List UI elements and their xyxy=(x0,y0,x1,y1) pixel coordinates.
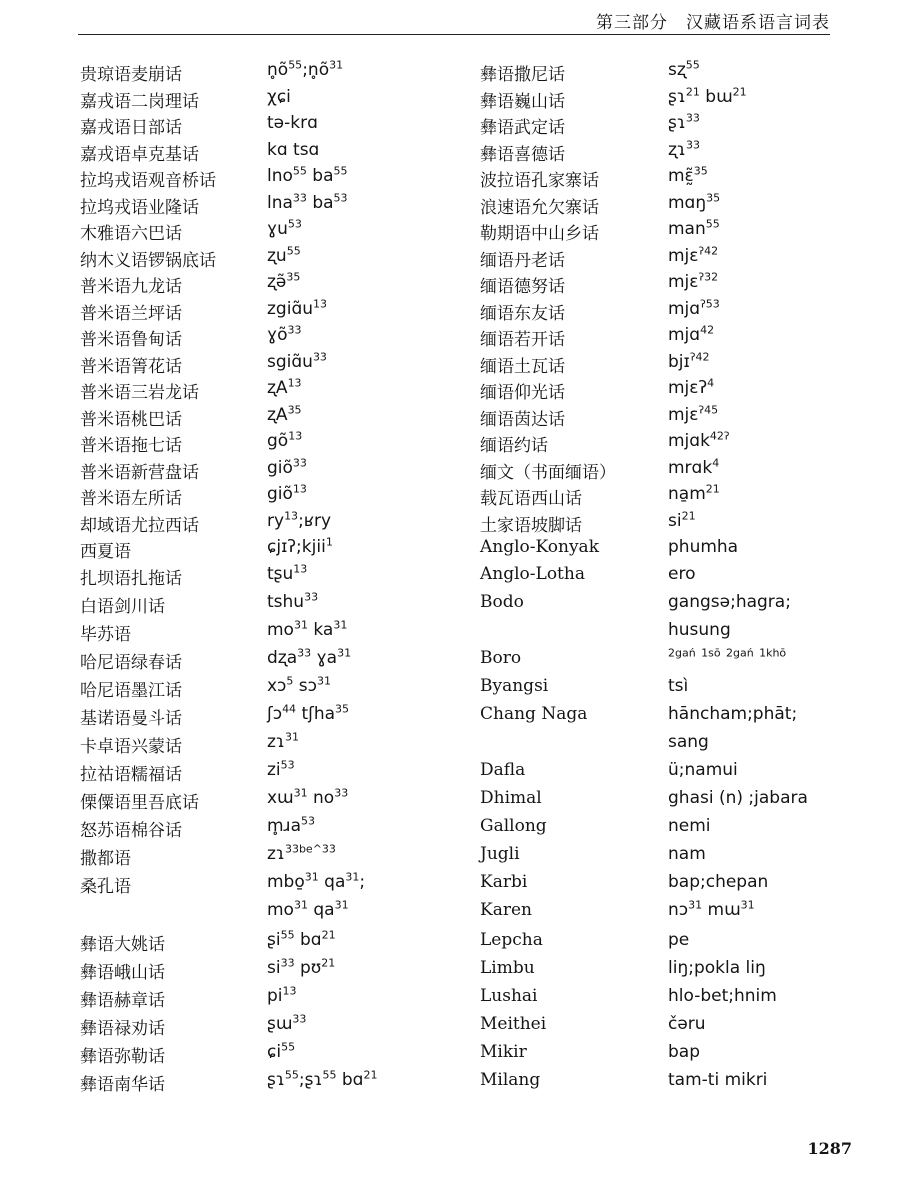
word-form: bap;chepan xyxy=(668,871,769,892)
word-form: mrɑk$^4$ xyxy=(668,455,720,478)
word-form: mjɛ$^{ʔ32}$ xyxy=(668,270,719,292)
language-name: 普米语新营盘话 xyxy=(80,462,199,483)
language-name: 木雅语六巴话 xyxy=(80,224,182,244)
table-row xyxy=(80,927,475,958)
table-row xyxy=(80,166,475,193)
table-row xyxy=(480,484,860,511)
language-name: 普米语兰坪话 xyxy=(80,303,182,324)
table-row xyxy=(480,844,860,872)
table-row xyxy=(480,537,860,564)
language-name: 普米语三岩龙话 xyxy=(80,383,199,403)
language-name: 普米语九龙话 xyxy=(80,277,182,297)
word-form: tam-ti mikri xyxy=(668,1069,768,1090)
language-name: 彝语弥勒话 xyxy=(80,1046,165,1067)
table-row xyxy=(480,455,860,485)
language-name: 普米语桃巴话 xyxy=(80,409,182,430)
language-name: 西夏语 xyxy=(80,542,131,562)
table-row xyxy=(480,378,860,405)
table-row xyxy=(80,190,475,220)
table-row xyxy=(80,841,475,872)
word-form: nemi xyxy=(668,815,711,836)
table-row xyxy=(480,958,860,986)
language-name: Karen xyxy=(480,899,532,920)
language-name: Anglo-Lotha xyxy=(480,563,585,584)
table-row xyxy=(80,701,475,732)
table-row xyxy=(80,325,475,352)
language-name: 缅语东友话 xyxy=(480,303,565,324)
word-form: mjɛʔ$^4$ xyxy=(668,376,715,398)
table-row xyxy=(80,869,475,900)
table-row xyxy=(80,296,475,326)
table-row xyxy=(80,60,475,87)
language-name: 嘉戎语卓克基话 xyxy=(80,144,199,165)
language-name: 嘉戎语日部话 xyxy=(80,118,182,138)
table-row xyxy=(480,1042,860,1070)
language-name: Bodo xyxy=(480,591,524,612)
language-name: 彝语大姚话 xyxy=(80,934,165,955)
word-form: ɣõ$^{33}$ xyxy=(267,323,302,345)
word-form: nam xyxy=(668,843,706,864)
word-form: ʐA$^{13}$ xyxy=(267,376,302,398)
table-row xyxy=(480,816,860,844)
table-row xyxy=(80,484,475,511)
language-name: 缅语仰光话 xyxy=(480,383,565,403)
table-row xyxy=(80,1067,475,1098)
word-form: mbo̱$^{31}$ $qa^{31}$; xyxy=(267,869,366,892)
language-name: 缅文（书面缅语） xyxy=(480,462,616,483)
language-name: 彝语禄劝话 xyxy=(80,1018,165,1039)
word-form: $ry^{13};ʁry$ xyxy=(267,508,332,531)
word-form: mɑŋ$^{35}$ xyxy=(668,190,721,213)
word-form: ʂɯ$^{33}$ xyxy=(267,1011,307,1034)
word-form: $n̥õ^{55};n̥õ^{31}$ xyxy=(267,58,344,80)
language-name: Byangsi xyxy=(480,675,549,696)
word-form: ü;namui xyxy=(668,759,738,780)
word-form: ʐə̃$^{35}$ xyxy=(267,270,301,292)
word-form: hlo-bet;hnim xyxy=(668,985,777,1006)
language-name: 彝语峨山话 xyxy=(80,962,165,983)
header-title: 第三部分 汉藏语系语言词表 xyxy=(596,13,830,33)
table-row xyxy=(80,272,475,299)
word-form: mɛ̰̃$^{35}$ xyxy=(668,164,708,186)
table-row xyxy=(480,732,860,760)
word-form: xɯ$^{31}$ $no^{33}$ xyxy=(267,785,349,808)
table-row xyxy=(80,87,475,114)
language-name: 波拉语孔家寨话 xyxy=(480,171,599,191)
table-row xyxy=(480,84,860,114)
table-row xyxy=(80,431,475,458)
table-row xyxy=(80,1039,475,1070)
table-row xyxy=(480,930,860,958)
table-row xyxy=(480,508,860,538)
language-name: 撒都语 xyxy=(80,848,131,869)
table-row xyxy=(480,1070,860,1098)
word-form: lno$^{55}$ $ba^{55}$ xyxy=(267,164,348,186)
table-row xyxy=(80,757,475,788)
table-row xyxy=(80,243,475,273)
word-form: tshu$^{33}$ xyxy=(267,589,319,612)
word-form: dʐa$^{33}$ ɣa$^{31}$ xyxy=(267,645,352,668)
language-name: 普米语箐花话 xyxy=(80,356,182,377)
table-row xyxy=(480,325,860,352)
word-form: sang xyxy=(668,731,709,752)
word-form: mjɑk$^{42ʔ}$ xyxy=(668,429,730,451)
table-row xyxy=(80,955,475,986)
word-form: ʐA$^{35}$ xyxy=(267,402,302,425)
left-column xyxy=(80,60,475,1098)
language-name: 彝语赫章话 xyxy=(80,990,165,1011)
language-name: 缅语约话 xyxy=(480,436,548,456)
word-form: $gõ^{13}$ xyxy=(267,429,303,451)
language-name: 桑孔语 xyxy=(80,876,131,897)
language-name: 拉坞戎语观音桥话 xyxy=(80,171,216,191)
table-row xyxy=(480,645,860,676)
word-form: ghasi (n) ;jabara xyxy=(668,787,808,808)
language-name: Karbi xyxy=(480,871,528,892)
language-name: 浪速语允欠寨话 xyxy=(480,197,599,218)
word-form: ʂɿ$^{33}$ xyxy=(668,111,700,133)
word-form: m̥ɹa$^{53}$ xyxy=(267,813,316,836)
word-form: $zi^{53}$ xyxy=(267,757,295,780)
word-form: zɿ$^{33be\^{}33}$ xyxy=(267,841,336,864)
language-name: 彝语武定话 xyxy=(480,118,565,138)
table-row xyxy=(80,537,475,564)
word-form: tə-krɑ xyxy=(267,113,318,133)
word-form: $si^{33}$ pʊ$^{21}$ xyxy=(267,955,336,978)
table-row xyxy=(480,897,860,930)
language-name: Meithei xyxy=(480,1013,547,1034)
language-name: 彝语巍山话 xyxy=(480,91,565,112)
word-form: pe xyxy=(668,929,690,950)
word-form: zɿ$^{31}$ xyxy=(267,729,299,752)
table-row xyxy=(480,760,860,788)
word-form: man$^{55}$ xyxy=(668,217,720,239)
language-name: 纳木义语锣锅底话 xyxy=(80,250,216,271)
table-row xyxy=(480,704,860,732)
language-name: 傈僳语里吾底话 xyxy=(80,792,199,813)
word-form: ʃɔ$^{44}$ tʃha$^{35}$ xyxy=(267,701,350,724)
language-name: 缅语德努话 xyxy=(480,277,565,297)
table-row xyxy=(480,296,860,326)
table-row xyxy=(480,219,860,246)
language-name: 普米语拖七话 xyxy=(80,436,182,456)
table-row xyxy=(480,166,860,193)
table-row xyxy=(80,378,475,405)
word-form: tʂu$^{13}$ xyxy=(267,561,308,584)
table-row xyxy=(480,349,860,379)
language-name: Anglo-Konyak xyxy=(480,537,599,557)
table-row xyxy=(480,60,860,87)
table-row xyxy=(80,785,475,816)
language-name: 彝语撒尼话 xyxy=(480,65,565,85)
word-form: bap xyxy=(668,1041,700,1062)
language-name: 毕苏语 xyxy=(80,624,131,645)
table-row xyxy=(480,113,860,140)
word-form: lna$^{33}$ $ba^{53}$ xyxy=(267,190,348,213)
language-name: 彝语南华话 xyxy=(80,1074,165,1095)
language-name: 卡卓语兴蒙话 xyxy=(80,736,182,757)
table-row xyxy=(480,402,860,432)
table-row xyxy=(480,676,860,704)
table-row xyxy=(480,272,860,299)
language-name: Chang Naga xyxy=(480,703,588,724)
table-row xyxy=(480,431,860,458)
language-name: Gallong xyxy=(480,815,547,836)
table-row xyxy=(80,617,475,648)
language-name: Jugli xyxy=(480,843,520,864)
language-name: 拉坞戎语业隆话 xyxy=(80,197,199,218)
word-form: mjɑ$^{42}$ xyxy=(668,323,715,345)
language-name: 缅语丹老话 xyxy=(480,250,565,271)
language-name: 载瓦语西山话 xyxy=(480,489,582,509)
right-column xyxy=(480,60,860,1098)
word-form: gangsə;hagra; xyxy=(668,591,791,612)
word-form: $zgiɑ̃u^{13}$ xyxy=(267,296,328,319)
language-name: 彝语喜德话 xyxy=(480,144,565,165)
language-name: Dafla xyxy=(480,759,526,780)
table-row xyxy=(80,402,475,432)
language-name: 土家语坡脚话 xyxy=(480,515,582,536)
word-form: ʂɿ$^{21}$ bɯ$^{21}$ xyxy=(668,84,747,107)
table-row xyxy=(480,564,860,592)
language-name: 怒苏语棉谷话 xyxy=(80,820,182,841)
word-form: mjɑ$^{ʔ53}$ xyxy=(668,296,720,319)
word-form: nɔ$^{31}$ mɯ$^{31}$ xyxy=(668,897,755,920)
language-name: Mikir xyxy=(480,1041,527,1062)
language-name: 哈尼语绿春话 xyxy=(80,652,182,673)
word-form: ʂɿ$^{55}$;ʂɿ$^{55}$ bɑ$^{21}$ xyxy=(267,1067,378,1090)
table-row xyxy=(80,455,475,485)
table-row xyxy=(80,113,475,140)
running-header xyxy=(78,0,830,38)
word-form: sʐ$^{55}$ xyxy=(668,58,700,80)
language-name: 哈尼语墨江话 xyxy=(80,680,182,701)
word-form: kɑ tsɑ xyxy=(267,139,320,160)
table-row xyxy=(480,243,860,273)
word-form: ɕjɪʔ;kjii$^1$ xyxy=(267,535,333,557)
word-form: $na̱m^{21}$ xyxy=(668,482,720,504)
language-name: Dhimal xyxy=(480,787,542,808)
language-name: 勒期语中山乡话 xyxy=(480,224,599,244)
header-rule xyxy=(78,34,830,35)
language-name: 普米语鲁甸话 xyxy=(80,330,182,350)
table-row xyxy=(480,190,860,220)
language-name: 普米语左所话 xyxy=(80,489,182,509)
table-row xyxy=(80,1011,475,1042)
table-row xyxy=(80,813,475,844)
language-name: 缅语茵达话 xyxy=(480,409,565,430)
language-name: 拉祜语糯福话 xyxy=(80,764,182,785)
table-row xyxy=(480,788,860,816)
language-name: 白语剑川话 xyxy=(80,596,165,617)
language-name: 缅语若开话 xyxy=(480,330,565,350)
word-form: $si^{21}$ xyxy=(668,508,696,531)
language-name: Milang xyxy=(480,1069,541,1090)
language-name: 却域语尤拉西话 xyxy=(80,515,199,536)
language-name: 嘉戎语二岗理话 xyxy=(80,91,199,112)
table-row xyxy=(480,137,860,167)
table-row xyxy=(80,983,475,1014)
table-row xyxy=(80,508,475,538)
language-name: Boro xyxy=(480,647,522,668)
table-row xyxy=(80,589,475,620)
table-row xyxy=(480,986,860,1014)
word-form: husung xyxy=(668,619,731,640)
table-row xyxy=(80,897,475,930)
table-row xyxy=(80,140,475,167)
word-form: ʐɿ$^{33}$ xyxy=(668,137,700,160)
word-form: $^{2gań}$ $^{1sō}$ $^{2gań}$ $^{1khō}$ xyxy=(668,645,787,659)
language-name: 贵琼语麦崩话 xyxy=(80,65,182,85)
word-form: $pi^{13}$ xyxy=(267,983,297,1006)
language-name: 扎坝语扎拖话 xyxy=(80,568,182,589)
word-form: phumha xyxy=(668,537,739,557)
word-form: ɣu$^{53}$ xyxy=(267,217,302,239)
table-row xyxy=(480,872,860,900)
table-row xyxy=(480,1014,860,1042)
word-form: ɕi$^{55}$ xyxy=(267,1039,296,1062)
table-row xyxy=(80,561,475,592)
word-form: čəru xyxy=(668,1013,706,1034)
word-form: giõ$^{33}$ xyxy=(267,455,307,478)
word-form: hāncham;phāt; xyxy=(668,703,798,724)
page-number: 1287 xyxy=(807,1139,852,1158)
word-form: ero xyxy=(668,563,696,584)
table-row xyxy=(80,219,475,246)
language-name: 缅语土瓦话 xyxy=(480,356,565,377)
word-form: $mo^{31}$ $ka^{31}$ xyxy=(267,617,348,640)
table-row xyxy=(80,645,475,676)
word-form: $mo^{31}$ $qa^{31}$ xyxy=(267,897,349,920)
table-row xyxy=(480,592,860,620)
word-form: ʐu$^{55}$ xyxy=(267,243,301,266)
word-form: χɕi xyxy=(267,86,291,107)
language-name: 基诺语曼斗话 xyxy=(80,708,182,729)
table-row xyxy=(80,673,475,704)
language-name: Lushai xyxy=(480,985,538,1006)
word-form: liŋ;pokla liŋ xyxy=(668,957,766,978)
word-form: mjɛ$^{ʔ45}$ xyxy=(668,402,719,425)
table-row xyxy=(80,349,475,379)
word-form: $sgiɑ̃u^{33}$ xyxy=(267,349,327,372)
language-name: Lepcha xyxy=(480,929,543,950)
table-row xyxy=(80,729,475,760)
table-row xyxy=(480,620,860,648)
word-form: ʂi$^{55}$ bɑ$^{21}$ xyxy=(267,927,336,950)
word-form: bjɪ$^{ʔ42}$ xyxy=(668,349,710,372)
word-form: mjɛ$^{ʔ42}$ xyxy=(668,243,719,266)
word-form: tsì xyxy=(668,675,689,696)
word-form: giõ$^{13}$ xyxy=(267,482,307,504)
language-name: Limbu xyxy=(480,957,535,978)
word-form: xɔ$^5$ sɔ$^{31}$ xyxy=(267,673,332,696)
